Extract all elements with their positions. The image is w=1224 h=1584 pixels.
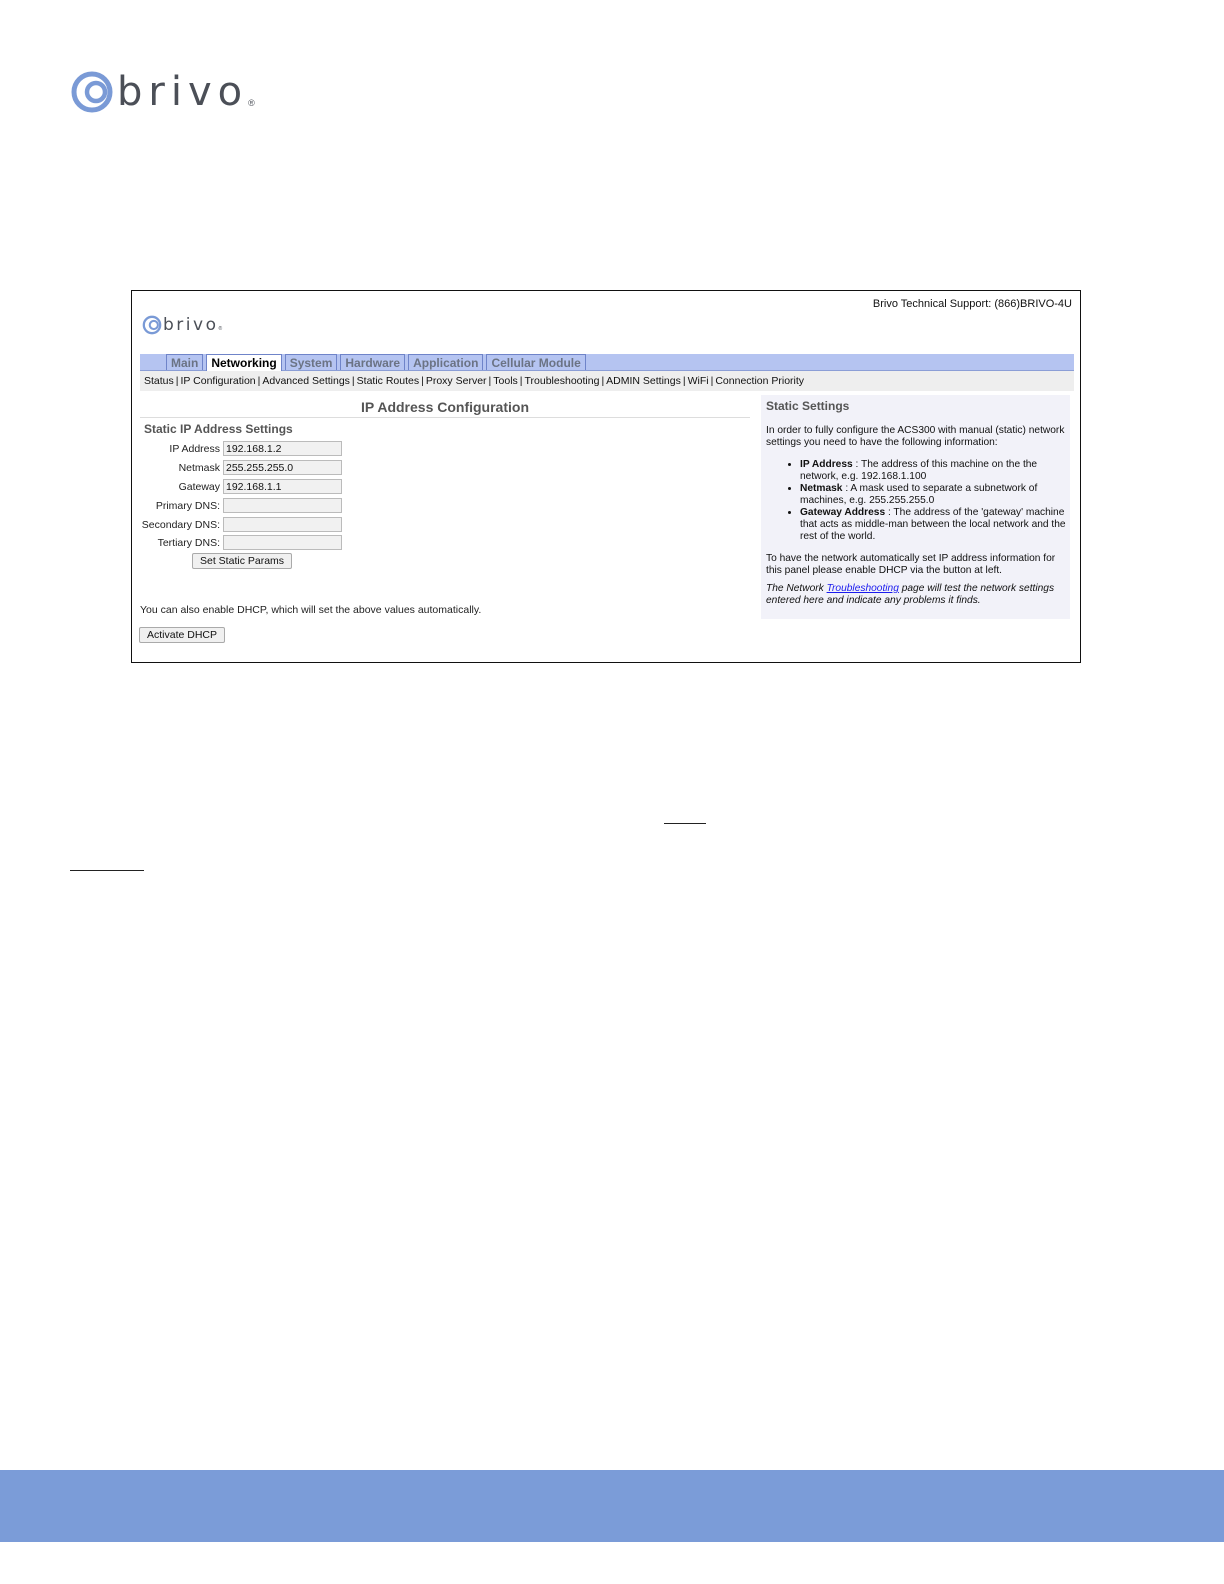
subnav-admin-settings[interactable]: ADMIN Settings — [606, 375, 681, 387]
help-list — [766, 459, 1066, 543]
brivo-logo — [70, 70, 255, 114]
footer-band — [0, 1470, 1224, 1542]
subnav-advanced-settings[interactable]: Advanced Settings — [262, 375, 350, 387]
subnav-wifi[interactable]: WiFi — [687, 375, 709, 387]
help-item-gateway: • Gateway Address : The address of the 'gateway' machine that acts as middle-man between the local network and the rest of the world. — [800, 507, 1066, 543]
primary-dns-label: Primary DNS: — [155, 499, 220, 512]
secondary-dns-input[interactable] — [223, 517, 342, 532]
config-title: IP Address Configuration — [140, 399, 750, 418]
support-text: Brivo Technical Support: (866)BRIVO-4U — [872, 298, 1072, 310]
ui-brivo-logo-mark-icon — [142, 315, 162, 335]
dhcp-note: You can also enable DHCP, which will set the above values automatically. — [140, 604, 482, 616]
help-item-netmask: • Netmask : A mask used to separate a subnetwork of machines, e.g. 255.255.255.0 — [800, 483, 1066, 507]
subnav-proxy-server[interactable]: Proxy Server — [425, 375, 487, 387]
subnav-troubleshooting[interactable]: Troubleshooting — [524, 375, 600, 387]
netmask-label: Netmask — [178, 461, 220, 474]
subnav-connection-priority[interactable]: Connection Priority — [715, 375, 805, 387]
help-item-ip: • IP Address : The address of this machine on the the network, e.g. 192.168.1.100 — [800, 459, 1066, 483]
sub-navigation: Status | IP Configuration | Advanced Settings | Static Routes | Proxy Server | Tools | Troubleshooting | ADMIN Settings | WiFi | Connection Priority — [140, 371, 1074, 391]
tab-cellular-module[interactable]: Cellular Module — [486, 354, 585, 370]
tab-application[interactable]: Application — [408, 354, 483, 370]
help-dhcp-text: To have the network automatically set IP address information for this panel please enable DHCP via the button at left. — [766, 553, 1056, 576]
ui-brivo-logo — [142, 315, 222, 335]
static-settings-heading: Static IP Address Settings — [144, 422, 293, 436]
set-static-params-button[interactable]: Set Static Params — [192, 553, 292, 569]
subnav-ip-configuration[interactable]: IP Configuration — [180, 375, 256, 387]
secondary-dns-label: Secondary DNS: — [141, 518, 220, 531]
gateway-row — [140, 478, 342, 495]
underline-fragment — [70, 870, 144, 871]
secondary-dns-row — [140, 516, 342, 533]
ip-address-label: IP Address — [169, 442, 220, 455]
brivo-logo-word: brivo — [117, 69, 249, 115]
troubleshooting-link[interactable]: Troubleshooting — [826, 583, 899, 594]
ui-registered-mark: ® — [218, 326, 223, 332]
tertiary-dns-row — [140, 534, 342, 551]
subnav-status[interactable]: Status — [144, 375, 174, 387]
primary-dns-row — [140, 497, 342, 514]
tab-hardware[interactable]: Hardware — [340, 354, 405, 370]
subnav-static-routes[interactable]: Static Routes — [356, 375, 420, 387]
ip-address-input[interactable] — [223, 441, 342, 456]
brivo-logo-mark-icon — [70, 70, 114, 114]
registered-mark: ® — [248, 98, 255, 108]
activate-dhcp-button[interactable]: Activate DHCP — [139, 627, 225, 643]
help-intro: In order to fully configure the ACS300 with manual (static) network settings you need to have the following information: — [766, 425, 1065, 448]
tertiary-dns-input[interactable] — [223, 535, 342, 550]
tab-system[interactable]: System — [285, 354, 338, 370]
help-panel — [761, 395, 1070, 619]
ui-brivo-logo-word: brivo — [163, 315, 219, 335]
gateway-input[interactable] — [223, 479, 342, 494]
help-troubleshooting-text: The Network Troubleshooting page will test the network settings entered here and indicate any problems it finds. — [766, 583, 1055, 606]
ip-address-row — [140, 440, 342, 457]
tab-networking[interactable]: Networking — [206, 354, 281, 371]
netmask-input[interactable] — [223, 460, 342, 475]
main-tab-bar — [140, 354, 1074, 371]
tab-main[interactable]: Main — [166, 354, 203, 370]
underline-fragment — [664, 823, 706, 824]
networking-screenshot — [131, 290, 1081, 663]
primary-dns-input[interactable] — [223, 498, 342, 513]
help-title: Static Settings — [766, 399, 850, 413]
gateway-label: Gateway — [178, 480, 220, 493]
netmask-row — [140, 459, 342, 476]
tertiary-dns-label: Tertiary DNS: — [157, 536, 220, 549]
subnav-tools[interactable]: Tools — [493, 375, 518, 387]
